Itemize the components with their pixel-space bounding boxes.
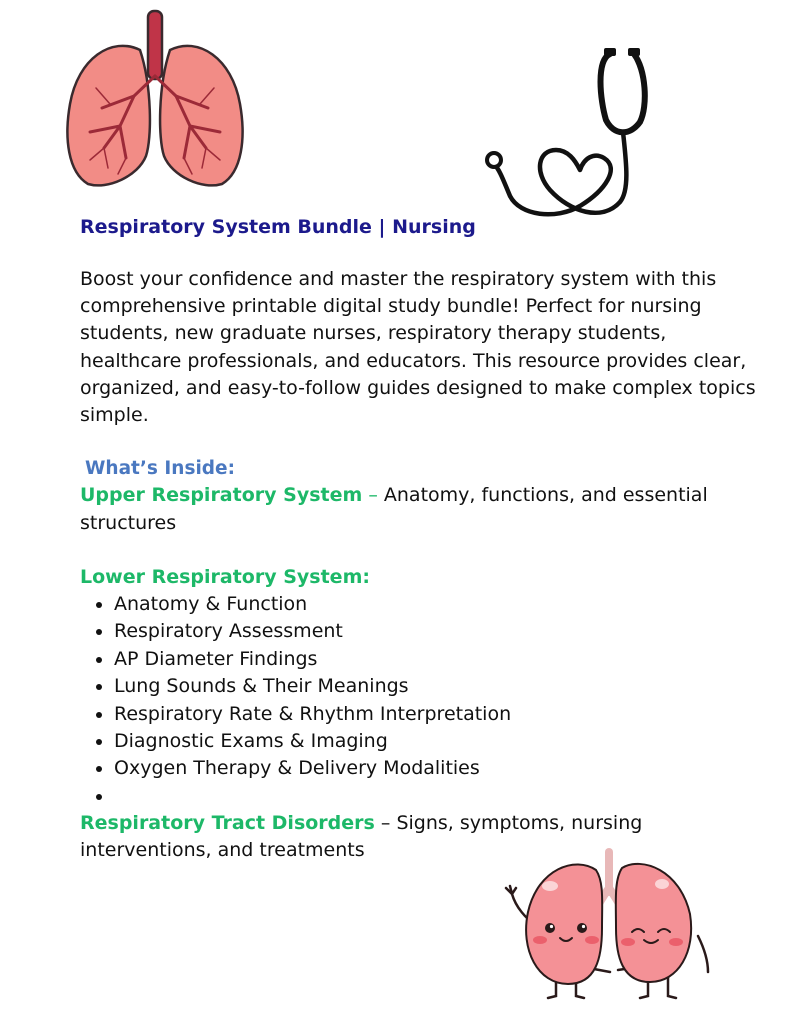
list-item: • Respiratory Assessment	[114, 618, 770, 645]
cute-lungs-mascot-icon	[498, 848, 720, 1000]
list-item: • Lung Sounds & Their Meanings	[114, 673, 770, 700]
lower-respiratory-heading-text: Lower Respiratory System:	[80, 565, 370, 588]
list-item: • Diagnostic Exams & Imaging	[114, 728, 770, 755]
list-item: • Anatomy & Function	[114, 591, 770, 618]
heart-stethoscope-icon	[480, 40, 680, 225]
disorders-section	[80, 810, 770, 864]
upper-separator: –	[362, 484, 384, 507]
upper-respiratory-section	[80, 482, 770, 536]
list-item: • AP Diameter Findings	[114, 646, 770, 673]
list-item: • Oxygen Therapy & Delivery Modalities	[114, 755, 770, 782]
disorders-separator: –	[374, 812, 397, 835]
lungs-anatomy-icon	[60, 8, 250, 193]
upper-respiratory-text: Anatomy, functions, and essential structures	[80, 484, 708, 534]
lower-respiratory-list	[80, 591, 770, 810]
whats-inside-heading: What’s Inside:	[85, 458, 235, 480]
lower-respiratory-heading	[80, 564, 770, 591]
document-title: Respiratory System Bundle | Nursing	[80, 216, 476, 238]
list-item	[114, 783, 770, 810]
upper-respiratory-heading: Upper Respiratory System	[80, 484, 363, 507]
document-body	[80, 214, 770, 865]
intro-paragraph: Boost your confidence and master the respiratory system with this comprehensive printable digital study bundle! Perfect for nursing students, new graduate nurses, respiratory therapy students, healthcare professionals, and educators. This resource provides clear, organized, and easy-to-follow guides designed to make complex topics simple.	[80, 268, 756, 427]
list-item: • Respiratory Rate & Rhythm Interpretation	[114, 701, 770, 728]
disorders-text: Signs, symptoms, nursing interventions, and treatments	[80, 812, 643, 862]
disorders-heading: Respiratory Tract Disorders	[80, 812, 375, 835]
